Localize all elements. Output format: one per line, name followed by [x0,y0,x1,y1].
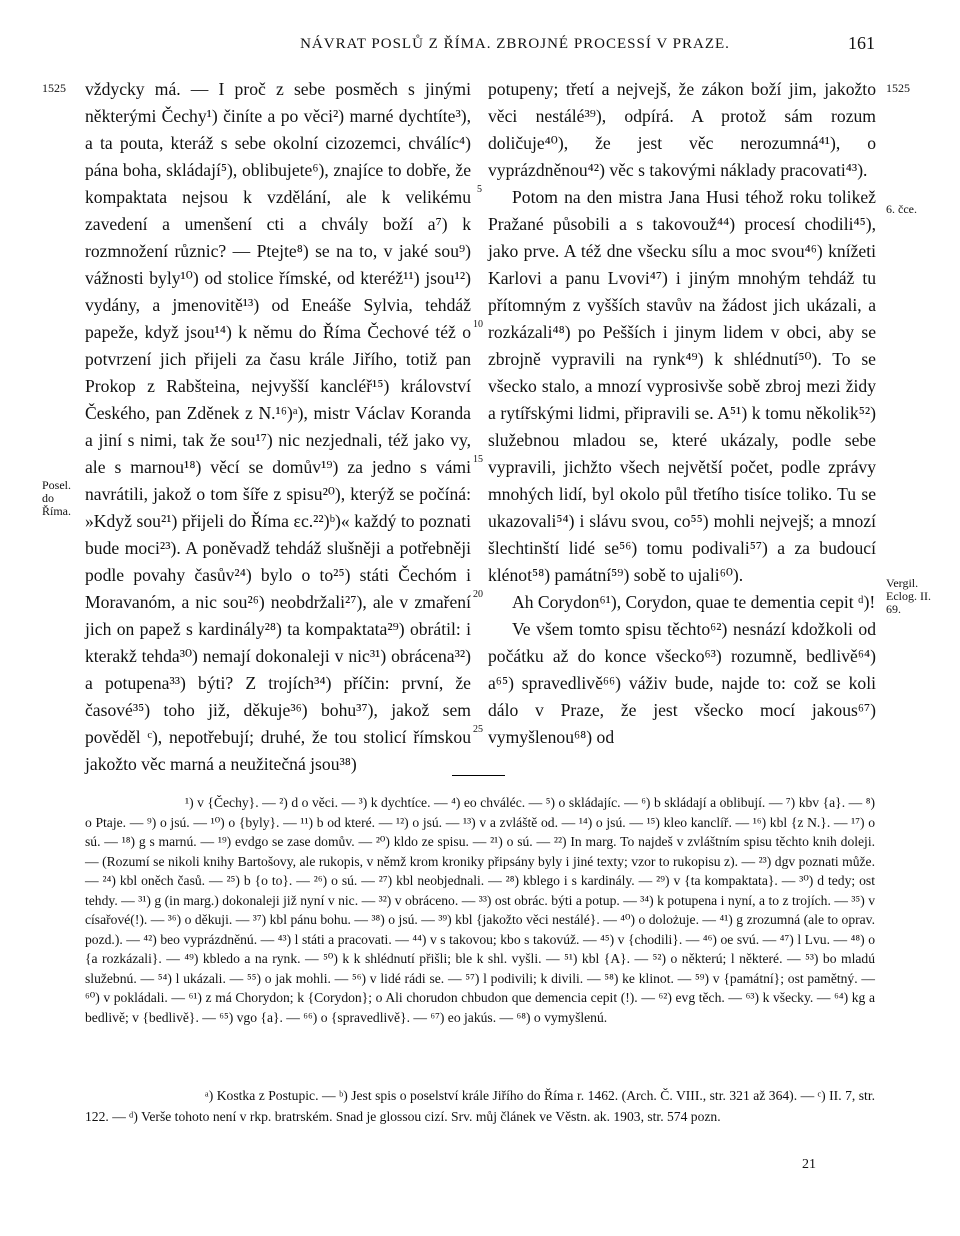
line-number: 5 [477,184,482,195]
left-paragraph: vždycky má. — I proč z sebe posměch s jinými některými Čechy¹) činíte a po věci²) marné dychtíte³), a ta pouta, kteráž s sebe okolní cizozemci, chválíc⁴) pána boha, skládají⁵), oblibujete⁶), znajíce to dobře, že kompaktata nejsou k vzdělání, ale k velikému zavedení a umenšení cti a chvály boží a⁷) k rozmnožení různic? — Ptejte⁸) se na to, v jaké sou⁹) vážnosti byly¹⁰) od stolice římské, od kteréž¹¹) jsou¹²) vydány, a jmenovitě¹³) od Eneáše Sylvia, tehdáž papeže, když jsou¹⁴) k němu do Říma Čechové též o potvrzení jich přijeli za času krále Jiřího, totiž pan Prokop z Rabšteina, nejvyšší kancléř¹⁵) království Českého, pan Zděnek z N.¹⁶)ᵃ), mistr Václav Koranda a jiní s nimi, tak že sou¹⁷) nic nezjednali, též jako vy, ale s marnou¹⁸) věcí se domův¹⁹) za jedno s vámi navrátili, jakož o tom šíře z spisu²⁰), kterýž se počíná: »Když sou²¹) přijeli do Říma ɛc.²²)ᵇ)« každý to poznati bude moci²³). A poněvadž tehdáž slušněji a potřebněji podle povahy časův²⁴) bylo o to²⁵) státi Čechóm i Moravanóm, a nic sou²⁶) neobdržali²⁷), ale v zmaření jich on papež s kardinály²⁸) ta kompaktata²⁹) obrátil: i kterakž tehda³⁰) nemají dokonaleji v nic³¹) obrácena³²) a potupena³³) býti? Z trojích³⁴) příčin: první, že časové³⁵) toho již, děkuje³⁶) bohu³⁷), jakož sem pověděl ᶜ), nepotřebují; druhé, že tou stolicí římskou jakožto věc marná a neužitečná jsou³⁸) [85,79,471,774]
reference-text: ᵃ) Kostka z Postupic. — ᵇ) Jest spis o poselství krále Jiřího do Říma r. 1462. (Arch. Č. VIII., str. 321 až 364). — ᶜ) II. 7, str. 122. — ᵈ) Verše tohoto není v rkp. bratrském. Snad je glossou cizí. Srv. můj článek ve Věstn. ak. 1903, str. 574 pozn. [85,1088,875,1124]
margin-note-date: 6. čce. [886,202,917,216]
left-column [85,76,471,778]
line-number: 15 [473,454,483,465]
margin-note-posel: Posel. do Říma. [42,478,72,518]
right-paragraph: potupeny; třetí a nejvejš, že zákon boží jim, jakožto věci nestálé³⁹), odpírá. A protož sám rozum doličuje⁴⁰), že jest věc nerozumná⁴¹), o vyprázdněnou⁴²) věc s takovými náklady pracovati⁴³). [488,79,876,180]
margin-year-right: 1525 [886,81,910,95]
line-number: 25 [473,724,483,735]
running-header: NÁVRAT POSLŮ Z ŘÍMA. ZBROJNÉ PROCESSÍ V PRAZE. [300,36,730,52]
page-number: 161 [848,33,875,53]
right-paragraph: Potom na den mistra Jana Husi téhož roku tolikež Pražané působili a s takovouž⁴⁴) procesí chodili⁴⁵), jako prve. A též dne všecku sílu a moc svou⁴⁶) knížeti Karlovi a panu Lvovi⁴⁷) i jiným mnohým tehdáž tu přítomným z vyšších stavův na žádost jich ukázali, a rozkázali⁴⁸) po Pešších i jinym lidem v obci, aby se zbrojně vypravili na rynk⁴⁹) k shlédnutí⁵⁰). To se všecko stalo, a mnozí vyprosivše sobě zbroj mezi židy a rytířskými lidmi, připravili se. A⁵¹) k tomu několik⁵²) služebnou mladou se, které ukázaly, podle sebe vypravili, jichžto všech největší počet, podle zprávy mnohých lidí, byl okolo půl třetího tisíce toliko. Tu se ukazovali⁵⁴) i slávu svou, co⁵⁵) mohli nejvejš; a mnozí šlechtinští lidé se⁵⁶) tomu podivali⁵⁷) a za budoucí klénot⁵⁸) památní⁵⁹) sobě to ujali⁶⁰). [488,187,876,585]
margin-year-left: 1525 [42,81,66,95]
footnote-text: ¹) v {Čechy}. — ²) d o věci. — ³) k dychtíce. — ⁴) eo chváléc. — ⁵) o skládajíc. — ⁶) b skládají a oblibují. — ⁷) kbv {a}. — ⁸) o Ptaje. — ⁹) o jsú. — ¹⁰) o {byly}. — ¹¹) b od které. — ¹²) o jsú. — ¹³) v a zvláště od. — ¹⁴) o jsú. — ¹⁵) kleo kanclíř. — ¹⁶) kbl {z N.}. — ¹⁷) o sú. — ¹⁸) g s marnú. — ¹⁹) evdgo se zase domův. — ²⁰) kldo ze spisu. — ²¹) o sú. — ²²) In marg. To najdeš v zvláštním spisu těchto knih doleji. — (Rozumí se nikoli knihy Bartošovy, ale rukopis, v němž krom kroniky připsány byly i jiné texty; vzor to rukopisu z). — ²³) dgv poznati může. — ²⁴) kbl oněch časů. — ²⁵) b {o to}. — ²⁶) o sú. — ²⁷) kbl neobjednali. — ²⁸) kblego i s kardinály. — ²⁹) v {ta kompaktata}. — ³⁰) d tedy; ost tehdy. — ³¹) g (in marg.) dokonaleji již nyní v nic. — ³²) v obráceno. — ³³) ost obrác. býti a potup. — ³⁴) k potupena i nyní, a to z trojích. — ³⁵) v císařové(!). — ³⁶) o děkuji. — ³⁷) kbl pánu bohu. — ³⁸) o jsú. — ³⁹) kbl {jakožto věci nestálé}. — ⁴⁰) o dolożuje. — ⁴¹) g zrozumná (ale to oprav. pozd.). — ⁴²) beo vyprázdněnú. — ⁴³) l státi a pracovati. — ⁴⁴) v s takovou; kbo s takovúž. — ⁴⁵) v {chodili}. — ⁴⁶) oe svú. — ⁴⁷) l Lvu. — ⁴⁸) o {a rozkázali}. — ⁴⁹) kbledo a na rynk. — ⁵⁰) k k shlédnutí přišli; ble k shl. vyšli. — ⁵¹) kbl {A}. — ⁵²) o některú; l některé. — ⁵³) bo mladú služebnú. — ⁵⁴) l ukázali. — ⁵⁵) o jak mohli. — ⁵⁶) v lidé rádi se. — ⁵⁷) l podivili; k divili. — ⁵⁸) ke klinot. — ⁵⁹) v {památní}; ost pamětný. — ⁶⁰) v pokládali. — ⁶¹) z má Chorydon; k {Corydon}; o Ali chorudon chbudon que demencia cepit (!). — ⁶²) evg těch. — ⁶³) k všecky. — ⁶⁴) kg a bedlivě; v {bedlivě}. — ⁶⁵) vgo {a}. — ⁶⁶) o {spravedlivě}. — ⁶⁷) eo jakús. — ⁶⁸) o vymyšlenú. [85,795,875,1025]
right-paragraph: Ah Corydon⁶¹), Corydon, quae te dementia cepit ᵈ)! [512,592,876,612]
signature-mark: 21 [802,1157,816,1172]
footnotes [85,793,875,1027]
footnote-rule [452,775,505,776]
line-number: 10 [473,319,483,330]
reference-notes [85,1085,875,1127]
right-paragraph: Ve všem tomto spisu těchto⁶²) nesnází kdožkoli od počátku až do konce všecko⁶³) rozumně, bedlivě⁶⁴) a⁶⁵) spravedlivě⁶⁶) váživ bude, najde to: což se koli dálo v Praze, že jest všecko mocí jakous⁶⁷) vymyšlenou⁶⁸) od [488,619,876,747]
right-column [488,76,876,751]
margin-note-vergil: Vergil. Eclog. II. 69. [886,576,931,616]
line-number: 20 [473,589,483,600]
